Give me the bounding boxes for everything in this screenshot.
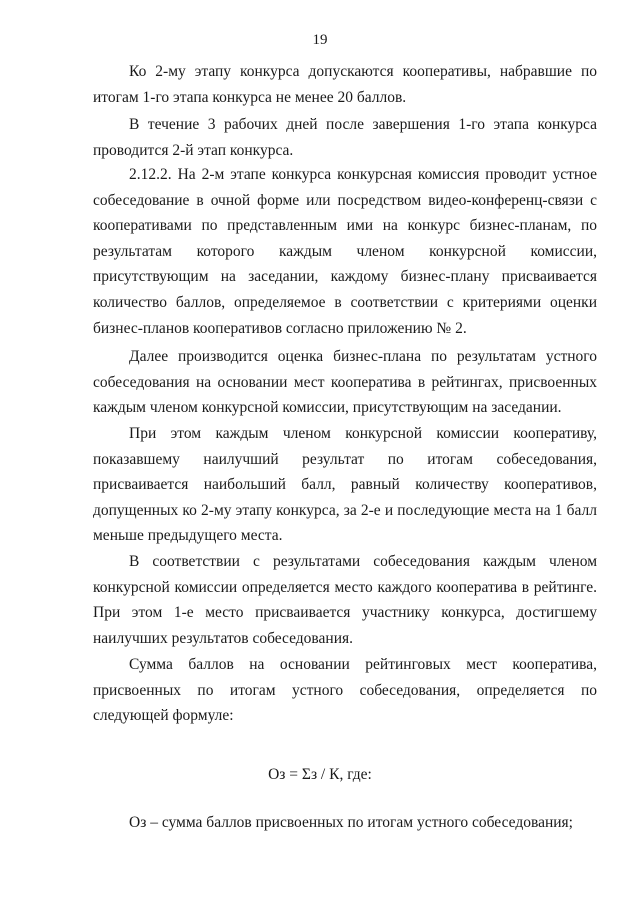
formula-definition: Оз – сумма баллов присвоенных по итогам устного собеседования; <box>129 814 573 831</box>
paragraph-admission-criteria: Ко 2-му этапу конкурса допускаются кооперативы, набравшие по итогам 1-го этапа конкурса не менее 20 баллов. <box>93 63 597 106</box>
paragraph-second-stage-timing: В течение 3 рабочих дней после завершения 1-го этапа конкурса проводится 2-й этап конкурса. <box>93 116 597 159</box>
page-number: 19 <box>312 32 328 48</box>
paragraph-score-assignment: При этом каждым членом конкурсной комиссии кооперативу, показавшему наилучший результат по итогам собеседования, присваивается наибольший балл, равный количеству кооперативов, допущенных ко 2-му этапу конкурса, за 2-е и последующие места на 1 балл меньше предыдущего места. <box>93 425 597 545</box>
paragraph-rating-places: В соответствии с результатами собеседования каждым членом конкурсной комиссии определяется место каждого кооператива в рейтинге. При этом 1-е место присваивается участнику конкурса, достигшему наилучших результатов собеседования. <box>93 553 597 647</box>
paragraph-formula-intro: Сумма баллов на основании рейтинговых мест кооператива, присвоенных по итогам устного собеседования, определяется по следующей формуле: <box>93 656 597 725</box>
paragraph-2-12-2-interview: 2.12.2. На 2-м этапе конкурса конкурсная комиссия проводит устное собеседование в очной форме или посредством видео-конференц-связи с кооперативами по представленным ими на конкурс бизнес-планам, по результатам которого каждым членом конкурсной комиссии, присутствующим на заседании, каждому бизнес-плану присваивается количество баллов, определяемое в соответствии с критериями оценки бизнес-планов кооперативов согласно приложению № 2. <box>93 166 597 337</box>
paragraph-rating-evaluation: Далее производится оценка бизнес-плана по результатам устного собеседования на основании мест кооператива в рейтингах, присвоенных каждым членом конкурсной комиссии, присутствующим на заседании. <box>93 348 597 417</box>
formula: Оз = Σз / К, где: <box>268 766 372 783</box>
